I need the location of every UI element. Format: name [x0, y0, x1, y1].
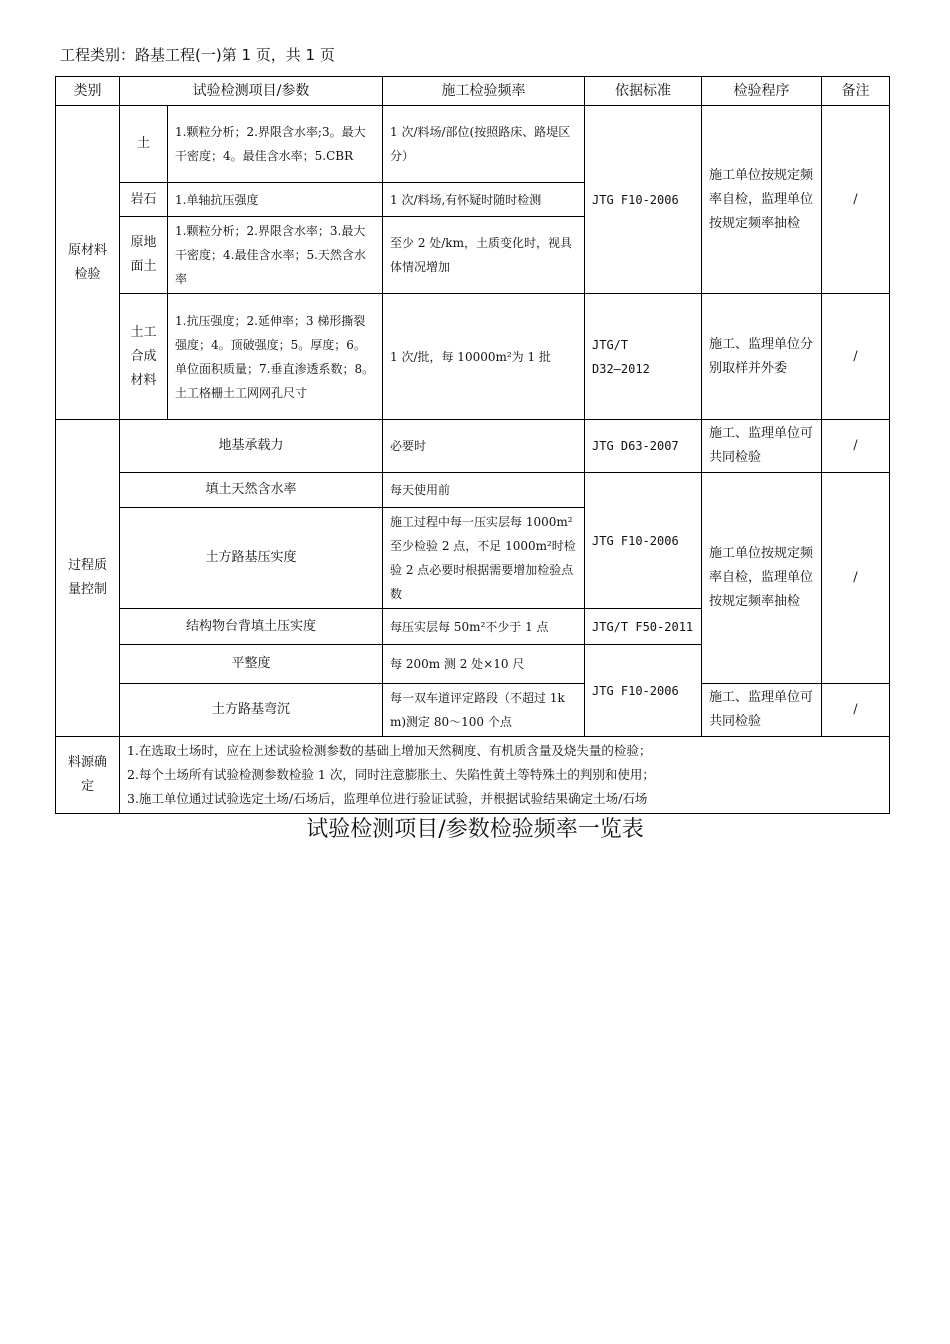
bearing-freq: 必要时: [383, 420, 585, 473]
geosynthetic-remark: /: [822, 294, 890, 420]
geosynthetic-standard-a: JTG/T: [592, 337, 629, 352]
backfill-standard: JTG/T F50-2011: [585, 609, 702, 645]
rock-name: 岩石: [120, 183, 168, 217]
bearing-name: 地基承载力: [120, 420, 383, 473]
table-row: [56, 106, 890, 183]
geosynthetic-procedure: 施工、监理单位分别取样并外委: [702, 294, 822, 420]
table-row: [56, 420, 890, 473]
flatness-freq: 每 200m 测 2 处×10 尺: [383, 645, 585, 684]
geosynthetic-params: 1.抗压强度；2.延伸率；3 梯形撕裂强度；4。顶破强度；5。厚度；6。单位面积质量；7.垂直渗透系数；8。土工格栅土工网网孔尺寸: [168, 294, 383, 420]
table-row: [56, 684, 890, 737]
header-item: 试验检测项目/参数: [120, 77, 383, 106]
geosynthetic-freq: 1 次/批，每 10000m²为 1 批: [383, 294, 585, 420]
rock-params: 1.单轴抗压强度: [168, 183, 383, 217]
process-procedure: 施工单位按规定频率自检，监理单位按规定频率抽检: [702, 473, 822, 684]
backfill-name: 结构物台背填土压实度: [120, 609, 383, 645]
process-standard: JTG F10-2006: [585, 473, 702, 609]
raw-procedure: 施工单位按规定频率自检，监理单位按规定频率抽检: [702, 106, 822, 294]
source-notes: [120, 737, 890, 814]
inspection-table: [55, 76, 890, 814]
source-note-3: 3.施工单位通过试验选定土场/石场后，监理单位进行验证试验，并根据试验结果确定土场/石场: [127, 791, 648, 806]
document-title: 试验检测项目/参数检验频率一览表: [306, 817, 644, 842]
flatness-standard: JTG F10-2006: [585, 645, 702, 737]
compaction-freq: 施工过程中每一压实层每 1000m²至少检验 2 点，不足 1000m²时检验 2 点必要时根据需要增加检验点数: [383, 508, 585, 609]
soil-freq: 1 次/料场/部位(按照路床、路堤区分）: [383, 106, 585, 183]
geosynthetic-name: 土工合成材料: [120, 294, 168, 420]
source-label: 料源确定: [56, 737, 120, 814]
header-remark: 备注: [822, 77, 890, 106]
header-type: 类别: [56, 77, 120, 106]
soil-params: 1.颗粒分析；2.界限含水率;3。最大干密度；4。最佳含水率；5.CBR: [168, 106, 383, 183]
table-header-row: [56, 77, 890, 106]
project-category-line: 工程类别：路基工程(一)第 1 页，共 1 页: [60, 46, 335, 64]
table-row: [56, 473, 890, 508]
source-note-2: 2.每个土场所有试验检测参数检验 1 次，同时注意膨胀土、失陷性黄土等特殊土的判别和使用；: [127, 767, 655, 782]
ground-soil-freq: 至少 2 处/km，土质变化时，视具体情况增加: [383, 217, 585, 294]
header-freq: 施工检验频率: [383, 77, 585, 106]
header-standard: 依据标准: [585, 77, 702, 106]
ground-soil-params: 1.颗粒分析；2.界限含水率；3.最大干密度；4.最佳含水率；5.天然含水率: [168, 217, 383, 294]
table-row: [56, 737, 890, 814]
bearing-procedure: 施工、监理单位可共同检验: [702, 420, 822, 473]
geosynthetic-standard-b: D32—2012: [592, 361, 650, 376]
rock-freq: 1 次/料场,有怀疑时随时检测: [383, 183, 585, 217]
flatness-name: 平整度: [120, 645, 383, 684]
raw-remark: /: [822, 106, 890, 294]
source-note-1: 1.在选取土场时，应在上述试验检测参数的基础上增加天然稠度、有机质含量及烧失量的检验；: [127, 743, 652, 758]
compaction-name: 土方路基压实度: [120, 508, 383, 609]
raw-material-group: 原材料检验: [56, 106, 120, 420]
soil-name: 土: [120, 106, 168, 183]
ground-soil-name: 原地面土: [120, 217, 168, 294]
bearing-standard: JTG D63-2007: [585, 420, 702, 473]
bearing-remark: /: [822, 420, 890, 473]
backfill-freq: 每压实层每 50m²不少于 1 点: [383, 609, 585, 645]
table-row: [56, 294, 890, 420]
moisture-name: 填土天然含水率: [120, 473, 383, 508]
deflection-freq: 每一双车道评定路段（不超过 1km)测定 80～100 个点: [383, 684, 585, 737]
moisture-freq: 每天使用前: [383, 473, 585, 508]
geosynthetic-standard: [585, 294, 702, 420]
deflection-name: 土方路基弯沉: [120, 684, 383, 737]
process-remark: /: [822, 473, 890, 684]
deflection-remark: /: [822, 684, 890, 737]
raw-standard: JTG F10-2006: [585, 106, 702, 294]
header-procedure: 检验程序: [702, 77, 822, 106]
deflection-procedure: 施工、监理单位可共同检验: [702, 684, 822, 737]
process-control-group: 过程质量控制: [56, 420, 120, 737]
